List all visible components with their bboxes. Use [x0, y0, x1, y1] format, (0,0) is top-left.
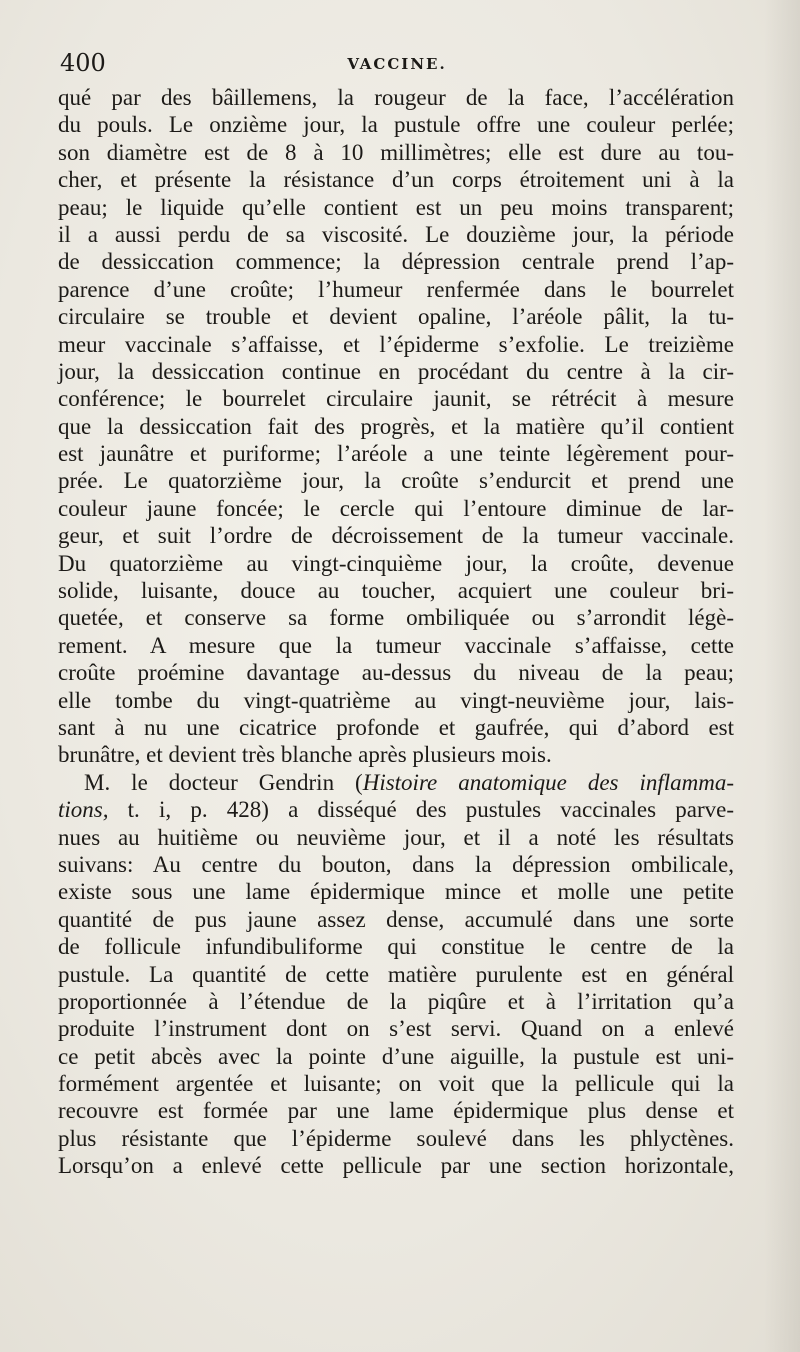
text-run: M. le docteur Gendrin ( — [84, 769, 363, 795]
text-line: geur, et suit l’ordre de décroissement de la tumeur vaccinale. — [58, 523, 734, 549]
text-line: formément argentée et luisante; on voit que la pellicule qui la — [58, 1071, 734, 1097]
page-number: 400 — [60, 49, 106, 77]
text-line: qué par des bâillemens, la rougeur de la face, l’accélération — [58, 85, 734, 110]
text-line: prée. Le quatorzième jour, la croûte s’endurcit et prend une — [58, 468, 734, 494]
text-run: t. i, p. 428) a disséqué des pustules vaccinales parve- — [108, 797, 734, 823]
text-line: de follicule infundibuliforme qui constitue le centre de la — [58, 934, 734, 960]
running-head: VACCINE. — [347, 55, 447, 73]
text-line: recouvre est formée par une lame épidermique plus dense et — [58, 1098, 734, 1124]
text-line: sant à nu une cicatrice profonde et gaufrée, qui d’abord est — [58, 714, 734, 740]
text-line: pustule. La quantité de cette matière purulente est en général — [58, 961, 734, 987]
text-line: Lorsqu’on a enlevé cette pellicule par une section horizontale, — [58, 1153, 734, 1179]
page-edge-shadow — [764, 0, 800, 1352]
text-line: quetée, et conserve sa forme ombiliquée ou s’arrondit légè- — [58, 605, 734, 631]
text-line: plus résistante que l’épiderme soulevé dans les phlyctènes. — [58, 1125, 734, 1151]
text-line: jour, la dessiccation continue en procédant du centre à la cir- — [58, 358, 734, 384]
text-line: est jaunâtre et puriforme; l’aréole a une teinte légèrement pour- — [58, 441, 734, 467]
text-line: nues au huitième ou neuvième jour, et il a noté les résultats — [58, 824, 734, 850]
text-line: il a aussi perdu de sa viscosité. Le douzième jour, la période — [58, 221, 734, 247]
text-line: Du quatorzième au vingt-cinquième jour, la croûte, devenue — [58, 550, 734, 576]
text-line: conférence; le bourrelet circulaire jaunit, se rétrécit à mesure — [58, 386, 734, 412]
paragraph-end-line: brunâtre, et devient très blanche après plusieurs mois. — [58, 742, 552, 768]
text-line: de dessiccation commence; la dépression centrale prend l’ap- — [58, 249, 734, 275]
text-line: solide, luisante, douce au toucher, acquiert une couleur bri- — [58, 578, 734, 604]
page-header — [60, 46, 734, 86]
text-line: proportionnée à l’étendue de la piqûre et à l’irritation qu’a — [58, 988, 734, 1014]
text-line: circulaire se trouble et devient opaline, l’aréole pâlit, la tu- — [58, 304, 734, 330]
text-line: ce petit abcès avec la pointe d’une aiguille, la pustule est uni- — [58, 1043, 734, 1069]
text-line: rement. A mesure que la tumeur vaccinale s’affaisse, cette — [58, 632, 734, 658]
text-line: suivans: Au centre du bouton, dans la dépression ombilicale, — [58, 851, 734, 877]
text-line: existe sous une lame épidermique mince et molle une petite — [58, 879, 734, 905]
text-line: parence d’une croûte; l’humeur renfermée dans le bourrelet — [58, 276, 734, 302]
text-line: produite l’instrument dont on s’est servi. Quand on a enlevé — [58, 1016, 734, 1042]
text-line: quantité de pus jaune assez dense, accumulé dans une sorte — [58, 906, 734, 932]
text-line — [58, 796, 734, 823]
text-line: croûte proémine davantage au-dessus du niveau de la peau; — [58, 660, 734, 686]
citation-title-continued: tions, — [58, 797, 109, 823]
text-line: du pouls. Le onzième jour, la pustule offre une couleur perlée; — [58, 112, 734, 138]
text-line: meur vaccinale s’affaisse, et l’épiderme s’exfolie. Le treizième — [58, 331, 734, 357]
text-line: cher, et présente la résistance d’un corps étroitement uni à la — [58, 167, 734, 193]
paragraph-start-line — [58, 769, 734, 796]
body-text — [58, 84, 734, 1180]
text-line: son diamètre est de 8 à 10 millimètres; elle est dure au tou- — [58, 139, 734, 165]
text-line: couleur jaune foncée; le cercle qui l’entoure diminue de lar- — [58, 495, 734, 521]
text-line: que la dessiccation fait des progrès, et la matière qu’il contient — [58, 413, 734, 439]
text-line: peau; le liquide qu’elle contient est un peu moins transparent; — [58, 194, 734, 220]
citation-title: Histoire anatomique des inflamma- — [362, 769, 735, 795]
text-line: elle tombe du vingt-quatrième au vingt-neuvième jour, lais- — [58, 687, 734, 713]
